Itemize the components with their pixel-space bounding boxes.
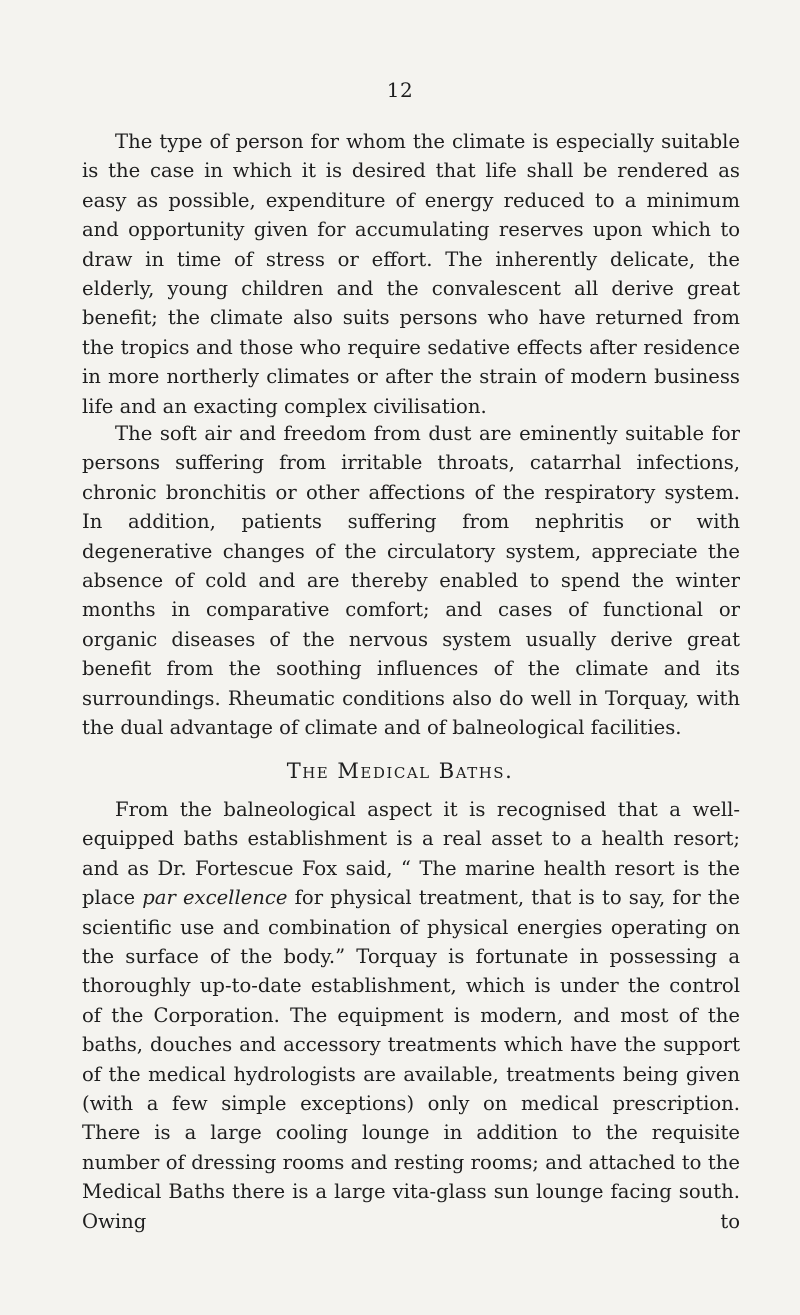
page-number: 12 [386, 78, 414, 102]
paragraph-text-part: for physical treatment, that is to say, for the scientific use and combination of physical energies operating on the surface of the body.” Torquay is fortunate in possessing a thoroughly up-to-date establishment, which is under the control of the Corporation. The equipment is modern, and most of the baths, douches and accessory treatments which have the support of the medical hydrologists are available, treatments being given (with a few simple exceptions) only on medical prescription. There is a large cooling lounge in addition to the requisite number of dressing rooms and resting rooms; and attached to the Medical Baths there is a large vita-glass sun lounge facing south. Owing to [82, 886, 740, 1233]
paragraph-respiratory-conditions [82, 419, 740, 742]
section-heading-medical-baths: The Medical Baths. [286, 759, 514, 783]
paragraph-text [82, 795, 740, 1236]
paragraph-text-part: From the balneological aspect it is recognised that a well-equipped baths establishment is a real asset to a health resort; and as Dr. Fortescue Fox said, “ The marine health resort is the place [82, 798, 740, 910]
paragraph-text: The type of person for whom the climate is especially suitable is the case in which it is desired that life shall be rendered as easy as possible, expenditure of energy reduced to a minimum and opportunity given for accumulating reserves upon which to draw in time of stress or effort. The inherently delicate, the elderly, young children and the convalescent all derive great benefit; the climate also suits persons who have returned from the tropics and those who require sedative effects after residence in more northerly climates or after the strain of modern business life and an exacting complex civilisation. [82, 130, 740, 418]
italic-phrase: par excellence [142, 886, 288, 910]
paragraph-climate-suitability [82, 127, 740, 421]
paragraph-medical-baths [82, 795, 740, 1236]
paragraph-text: The soft air and freedom from dust are eminently suitable for persons suffering from irritable throats, catarrhal infections, chronic bronchitis or other affections of the respiratory system. In addition, patients suffering from nephritis or with degenerative changes of the circulatory system, appreciate the absence of cold and are thereby enabled to spend the winter months in comparative comfort; and cases of functional or organic diseases of the nervous system usually derive great benefit from the soothing influences of the climate and its surroundings. Rheumatic conditions also do well in Torquay, with the dual advantage of climate and of balneological facilities. [82, 422, 740, 740]
